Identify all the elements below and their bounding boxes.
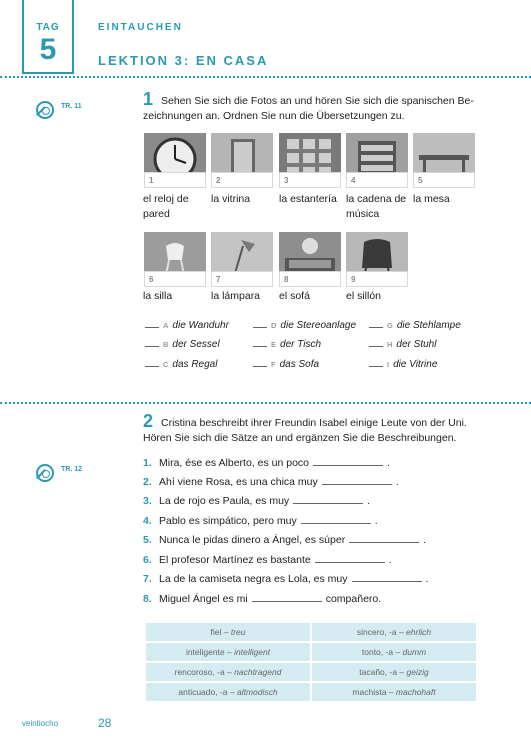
- photo-label: la lámpara: [211, 290, 261, 302]
- answer-blank[interactable]: [252, 601, 322, 602]
- photo-label: la silla: [143, 290, 173, 302]
- translation-item: G die Stehlampe: [369, 320, 461, 331]
- translation-item: D die Stereoanlage: [253, 320, 356, 331]
- vocabulary-table: [144, 621, 478, 703]
- sentence-item: 5. Nunca le pidas dinero a Ángel, es súper .: [143, 534, 427, 546]
- vocab-cell: machista – machohaft: [312, 683, 476, 701]
- photo-label: la mesa: [413, 193, 450, 205]
- exercise-instruction: Sehen Sie sich die Fotos an und hören Sie sich die spanischen Be-: [161, 95, 474, 107]
- photo-number-badge: 1: [144, 172, 206, 188]
- vocab-row: [146, 683, 476, 701]
- answer-blank[interactable]: [253, 366, 267, 367]
- vocab-cell: sincero, -a – ehrlich: [312, 623, 476, 641]
- sentence-item: 6. El profesor Martínez es bastante .: [143, 554, 392, 566]
- exercise-instruction: Cristina beschreibt ihrer Freundin Isabel einige Leute von der Uni.: [161, 417, 467, 429]
- answer-blank[interactable]: [315, 562, 385, 563]
- vocab-cell: anticuado, -a – altmodisch: [146, 683, 310, 701]
- photo-number-badge: 2: [211, 172, 273, 188]
- answer-blank[interactable]: [313, 465, 383, 466]
- translation-item: F das Sofa: [253, 359, 319, 370]
- vocab-cell: inteligente – intelligent: [146, 643, 310, 661]
- answer-blank[interactable]: [369, 366, 383, 367]
- day-tag-number: 5: [39, 33, 57, 66]
- vocab-row: [146, 643, 476, 661]
- section-divider: [0, 402, 531, 404]
- answer-blank[interactable]: [145, 346, 159, 347]
- exercise-instruction: Hören Sie sich die Sätze an und ergänzen Sie die Beschreibungen.: [143, 432, 457, 444]
- translation-item: B der Sessel: [145, 339, 220, 350]
- answer-blank[interactable]: [253, 327, 267, 328]
- photo-label: la estantería: [279, 193, 337, 205]
- photo-number-badge: 7: [211, 271, 273, 287]
- exercise-number: 1: [143, 89, 154, 109]
- photo-number-badge: 4: [346, 172, 408, 188]
- answer-blank[interactable]: [301, 523, 371, 524]
- translation-item: H der Stuhl: [369, 339, 436, 350]
- vocab-row: [146, 663, 476, 681]
- sentence-item: 3. La de rojo es Paula, es muy .: [143, 495, 371, 507]
- vocab-cell: tonto, -a – dumm: [312, 643, 476, 661]
- answer-blank[interactable]: [145, 327, 159, 328]
- photo-number-badge: 9: [346, 271, 408, 287]
- answer-blank[interactable]: [145, 366, 159, 367]
- photo-number-badge: 6: [144, 271, 206, 287]
- track-label: TR. 12: [61, 466, 83, 473]
- section-label: EINTAUCHEN: [98, 22, 183, 33]
- photo-number-badge: 5: [413, 172, 475, 188]
- page-number: 28: [98, 716, 112, 730]
- lesson-title: LEKTION 3: EN CASA: [98, 53, 269, 68]
- exercise-instruction: zeichnungen an. Ordnen Sie nun die Übersetzungen zu.: [143, 110, 405, 122]
- translation-item: E der Tisch: [253, 339, 321, 350]
- track-label: TR. 11: [61, 103, 82, 110]
- answer-blank[interactable]: [349, 542, 419, 543]
- answer-blank[interactable]: [352, 581, 422, 582]
- sentence-item: 1. Mira, ése es Alberto, es un poco .: [143, 457, 390, 469]
- audio-cd-icon[interactable]: [36, 464, 54, 482]
- page-number-word: veintiocho: [22, 719, 59, 728]
- photo-label: el sillón: [346, 290, 382, 302]
- translation-item: A die Wanduhr: [145, 320, 229, 331]
- translation-item: C das Regal: [145, 359, 217, 370]
- vocab-cell: fiel – treu: [146, 623, 310, 641]
- photo-number-badge: 8: [279, 271, 341, 287]
- sentence-item: 8. Miguel Ángel es mi compañero.: [143, 593, 382, 605]
- answer-blank[interactable]: [369, 327, 383, 328]
- photo-label: la cadena de música: [346, 193, 407, 220]
- exercise-number: 2: [143, 411, 154, 431]
- day-tag-label: TAG: [36, 22, 60, 33]
- vocab-cell: rencoroso, -a – nachtragend: [146, 663, 310, 681]
- sentence-item: 2. Ahí viene Rosa, es una chica muy .: [143, 476, 399, 488]
- answer-blank[interactable]: [293, 503, 363, 504]
- day-tag: [22, 0, 74, 74]
- audio-cd-icon[interactable]: [36, 101, 54, 119]
- vocab-cell: tacaño, -a – geizig: [312, 663, 476, 681]
- translation-item: I die Vitrine: [369, 359, 437, 370]
- answer-blank[interactable]: [322, 484, 392, 485]
- answer-blank[interactable]: [369, 346, 383, 347]
- answer-blank[interactable]: [253, 346, 267, 347]
- photo-label: la vitrina: [211, 193, 251, 205]
- photo-label: el reloj de pared: [143, 193, 189, 220]
- photo-label: el sofá: [279, 290, 310, 302]
- sentence-item: 7. La de la camiseta negra es Lola, es muy .: [143, 573, 429, 585]
- sentence-item: 4. Pablo es simpático, pero muy .: [143, 515, 378, 527]
- vocab-row: [146, 623, 476, 641]
- photo-number-badge: 3: [279, 172, 341, 188]
- header-divider: [0, 76, 531, 78]
